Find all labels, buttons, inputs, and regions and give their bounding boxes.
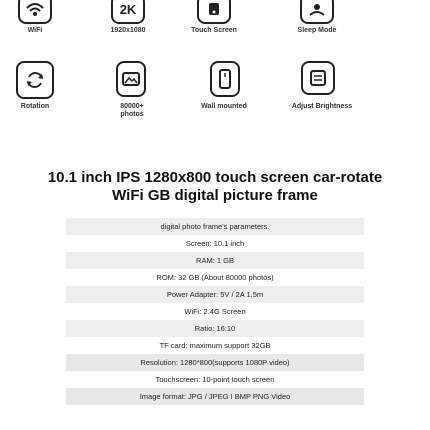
wall-mounted-icon — [210, 61, 240, 97]
spec-row: Screen: 10.1 inch — [66, 235, 364, 252]
brightness-icon — [301, 61, 335, 95]
spec-row: Power Adapter: 5V / 2A 1.5m — [66, 286, 364, 303]
feature-label-touch-screen: Touch Screen — [191, 27, 237, 34]
product-title-line1: 10.1 inch IPS 1280x800 touch screen car-rotate — [47, 169, 383, 186]
2k-icon — [111, 0, 145, 24]
wifi-icon — [18, 0, 52, 24]
sleep-mode-icon — [300, 0, 334, 24]
specs-table — [66, 218, 364, 405]
feature-label-sleep-mode: Sleep Mode — [297, 27, 337, 34]
feature-label-rotation: Rotation — [20, 103, 50, 110]
feature-label-wifi: WiFi — [27, 27, 43, 34]
spec-row: WiFi: 2.4G Screen — [66, 303, 364, 320]
spec-row: Image format: JPG / JPEG I BMP PNG Video — [66, 388, 364, 405]
feature-label-resolution: 1920x1080 — [110, 27, 146, 34]
photos-icon — [116, 61, 146, 97]
spec-row: Ratio: 16:10 — [66, 320, 364, 337]
touch-screen-icon — [197, 0, 231, 24]
feature-label-brightness: Adjust Brightness — [291, 103, 353, 110]
spec-row: RAM: 1 GB — [66, 252, 364, 269]
feature-label-wall-mounted: Wall mounted — [201, 103, 247, 110]
rotation-icon — [16, 61, 54, 99]
spec-row: TF card: maximum support 32GB — [66, 337, 364, 354]
spec-row: ROM: 32 GB (About 80000 photos) — [66, 269, 364, 286]
spec-row: digital photo frame's parameters. — [66, 218, 364, 235]
product-title-line2: WiFi GB digital picture frame — [112, 187, 318, 204]
feature-label-photos: 80000+ photos — [120, 103, 144, 118]
spec-row: Resolution: 1280*800(supports 1080P video) — [66, 354, 364, 371]
2k-icon-text: 2K — [119, 1, 137, 17]
spec-row: Touchscreen: 10-point touch screen — [66, 371, 364, 388]
